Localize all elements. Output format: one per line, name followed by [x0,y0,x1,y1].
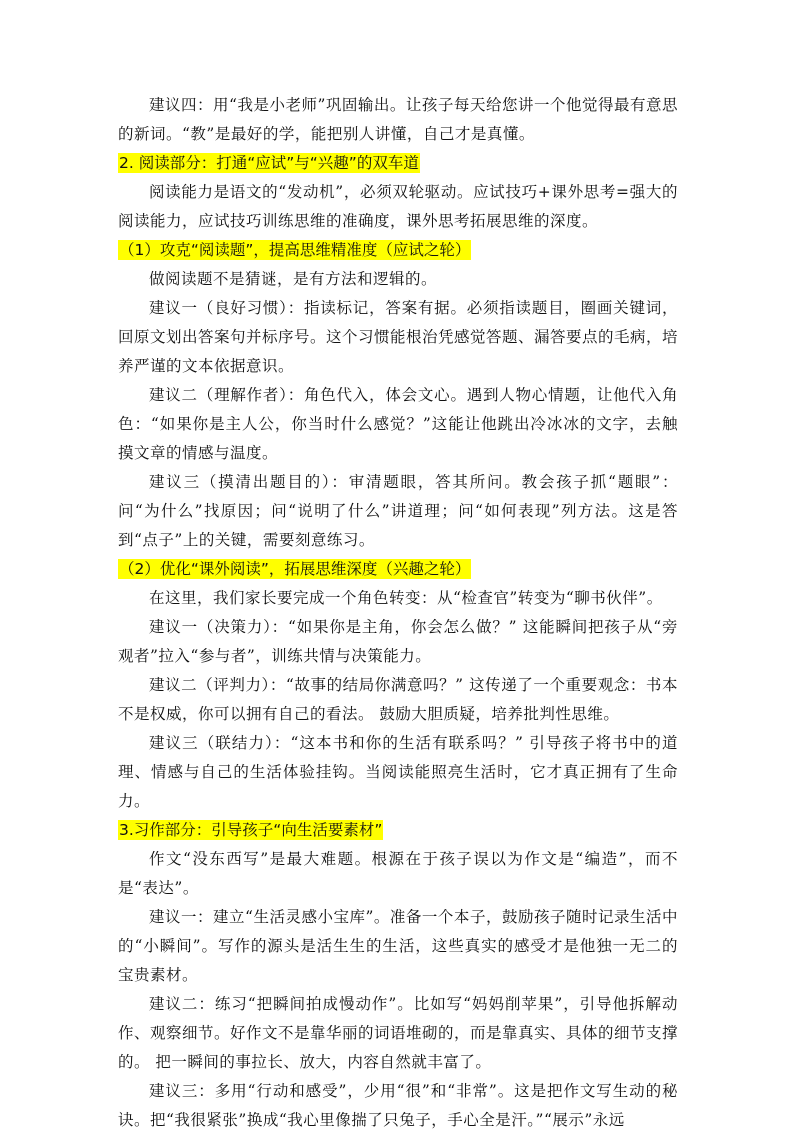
heading-extracurricular-reading [118,557,678,582]
highlighted-heading-text: 3.习作部分：引导孩子“向生活要素材” [119,821,383,839]
paragraph-reading-intro: 阅读能力是语文的“发动机”，必须双轮驱动。应试技巧+课外思考=强大的阅读能力，应试技巧训练思维的准确度，课外思考拓展思维的深度。 [118,183,678,230]
highlighted-heading-text: （1）攻克“阅读题”，提高思维精准度（应试之轮） [119,241,471,259]
paragraph-reading-method: 做阅读题不是猜谜，是有方法和逻辑的。 [149,270,438,288]
heading-reading-test [118,238,678,263]
paragraph-extracurricular-suggestion-1: 建议一（决策力）：“如果你是主角，你会怎么做？” 这能瞬间把孩子从“旁观者”拉入“参与者”，训练共情与决策能力。 [118,618,678,665]
paragraph-writing-intro: 作文“没东西写”是最大难题。根源在于孩子误以为作文是“编造”，而不是“表达”。 [118,850,678,897]
paragraph-extracurricular-suggestion-2: 建议二（评判力）：“故事的结局你满意吗？” 这传递了一个重要观念：书本不是权威，你可以拥有自己的看法。 鼓励大胆质疑，培养批判性思维。 [118,676,678,723]
paragraph-reading-suggestion-3: 建议三（摸清出题目的）：审清题眼，答其所问。教会孩子抓“题眼”：问“为什么”找原因；问“说明了什么”讲道理；问“如何表现”列方法。这是答到“点子”上的关键，需要刻意练习。 [118,473,678,549]
paragraph-role-change: 在这里，我们家长要完成一个角色转变：从“检查官”转变为“聊书伙伴”。 [149,589,663,607]
paragraph-writing-suggestion-1: 建议一：建立“生活灵感小宝库”。准备一个本子，鼓励孩子随时记录生活中的“小瞬间”。写作的源头是活生生的生活，这些真实的感受才是他独一无二的宝贵素材。 [118,908,678,984]
document-page [118,91,678,1135]
paragraph-reading-suggestion-2: 建议二（理解作者）：角色代入，体会文心。遇到人物心情题，让他代入角色：“如果你是主人公，你当时什么感觉？”这能让他跳出冷冰冰的文字，去触摸文章的情感与温度。 [118,386,678,462]
heading-writing-section [118,818,678,843]
highlighted-heading-text: （2）优化“课外阅读”，拓展思维深度（兴趣之轮） [119,560,471,578]
paragraph-extracurricular-suggestion-3: 建议三（联结力）：“这本书和你的生活有联系吗？” 引导孩子将书中的道理、情感与自己的生活体验挂钩。当阅读能照亮生活时，它才真正拥有了生命力。 [118,734,678,810]
heading-reading-section [118,151,678,176]
highlighted-heading-text: 2. 阅读部分：打通“应试”与“兴趣”的双车道 [119,154,419,172]
paragraph-suggestion-4: 建议四：用“我是小老师”巩固输出。让孩子每天给您讲一个他觉得最有意思的新词。“教”是最好的学，能把别人讲懂，自己才是真懂。 [118,96,678,143]
paragraph-writing-suggestion-2: 建议二：练习“把瞬间拍成慢动作”。比如写“妈妈削苹果”，引导他拆解动作、观察细节。好作文不是靠华丽的词语堆砌的，而是靠真实、具体的细节支撑的。 把一瞬间的事拉长、放大，内容自然就丰富了。 [118,995,679,1071]
paragraph-writing-suggestion-3: 建议三：多用“行动和感受”，少用“很”和“非常”。这是把作文写生动的秘诀。把“我很紧张”换成“我心里像揣了只兔子，手心全是汗。”“展示”永远 [118,1082,678,1129]
paragraph-reading-suggestion-1: 建议一（良好习惯）：指读标记，答案有据。必须指读题目，圈画关键词，回原文划出答案句并标序号。这个习惯能根治凭感觉答题、漏答要点的毛病，培养严谨的文本依据意识。 [118,299,679,375]
